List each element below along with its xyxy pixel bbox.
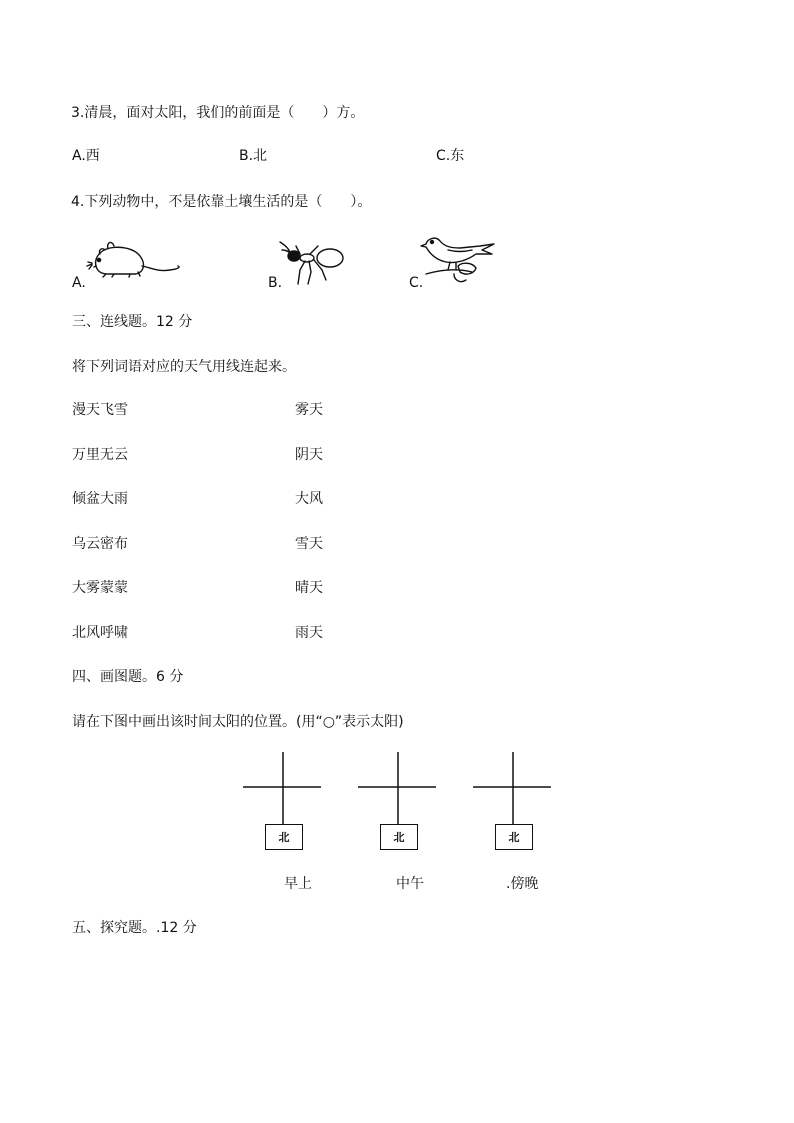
q4-option-a-label: A. [72,275,86,291]
mouse-icon [86,236,184,280]
cross-diagram-evening[interactable] [473,752,553,826]
cross-diagram-morning[interactable] [243,752,323,826]
section-3-instruction: 将下列词语对应的天气用线连起来。 [72,359,296,375]
north-box-evening: 北 [495,824,533,850]
matching-left-3: 倾盆大雨 [72,491,128,507]
north-box-noon: 北 [380,824,418,850]
matching-right-4: 雪天 [295,536,323,552]
section-5-heading: 五、探究题。.12 分 [72,920,197,936]
section-4-heading: 四、画图题。6 分 [72,669,184,685]
caption-noon: 中午 [396,876,424,892]
section-4-instruction: 请在下图中画出该时间太阳的位置。(用“○”表示太阳) [72,714,404,730]
matching-right-3: 大风 [295,491,323,507]
matching-right-2: 阴天 [295,447,323,463]
matching-right-5: 晴天 [295,580,323,596]
question-4-stem: 4.下列动物中，不是依靠土壤生活的是（ ）。 [71,194,372,210]
matching-left-5: 大雾蒙蒙 [72,580,128,596]
q4-option-c-label: C. [409,275,424,291]
cross-diagram-noon[interactable] [358,752,438,826]
caption-evening: .傍晚 [506,876,539,892]
matching-left-2: 万里无云 [72,447,128,463]
north-box-morning: 北 [265,824,303,850]
q3-option-c: C.东 [436,148,465,164]
question-3-stem: 3.清晨，面对太阳，我们的前面是（ ）方。 [71,105,365,121]
bird-icon [420,232,498,286]
ant-icon [278,240,348,286]
caption-morning: 早上 [284,876,312,892]
matching-left-6: 北风呼啸 [72,625,128,641]
q3-option-b: B.北 [239,148,268,164]
matching-right-1: 雾天 [295,402,323,418]
matching-right-6: 雨天 [295,625,323,641]
q4-option-b-label: B. [268,275,283,291]
matching-left-4: 乌云密布 [72,536,128,552]
q3-option-a: A.西 [72,148,100,164]
section-3-heading: 三、连线题。12 分 [72,314,193,330]
matching-left-1: 漫天飞雪 [72,402,128,418]
